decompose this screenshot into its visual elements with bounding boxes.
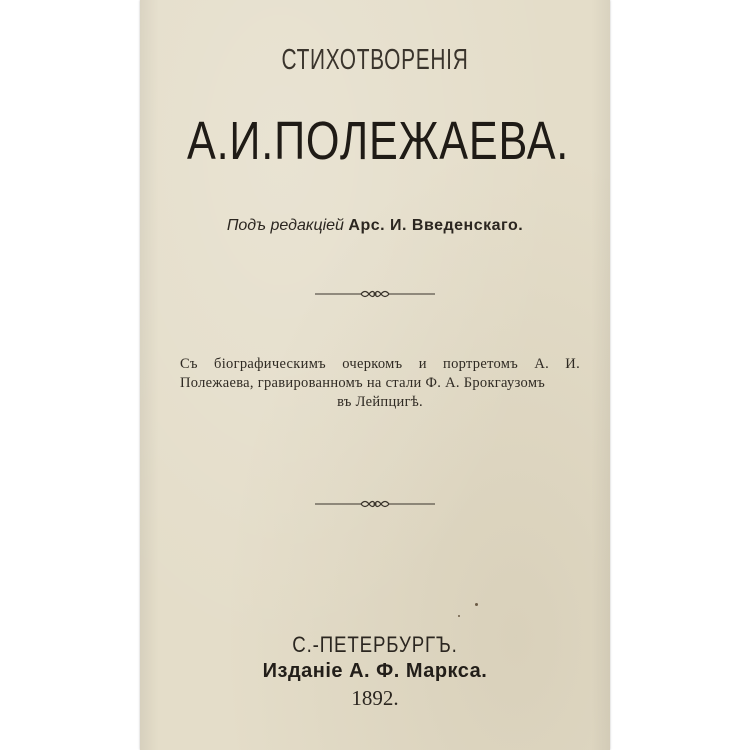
title-page	[140, 0, 610, 750]
publisher-line: Изданіе А. Ф. Маркса.	[262, 660, 488, 682]
editor-name: Арс. И. Введенскаго.	[348, 217, 524, 234]
description-text: Съ біографическимъ очеркомъ и портретомъ А. И. Полежаева, гравированномъ на стали Ф. А. Брокгаузомъ	[180, 356, 580, 391]
book-title: СТИХОТВОРЕНІЯ	[281, 44, 469, 76]
author-name: А.И.ПОЛЕЖАЕВА.	[187, 111, 570, 171]
description-block	[180, 355, 580, 412]
city-line: С.-ПЕТЕРБУРГЪ.	[292, 632, 458, 657]
editor-line	[140, 217, 610, 235]
decorative-rule-icon	[315, 497, 435, 511]
paper-speck	[458, 615, 460, 617]
editor-prefix: Подъ редакціей	[226, 217, 344, 234]
decorative-rule-icon	[315, 287, 435, 301]
paper-speck	[475, 603, 478, 606]
description-last-line: въ Лейпцигѣ.	[337, 394, 423, 410]
year-line: 1892.	[351, 686, 399, 710]
